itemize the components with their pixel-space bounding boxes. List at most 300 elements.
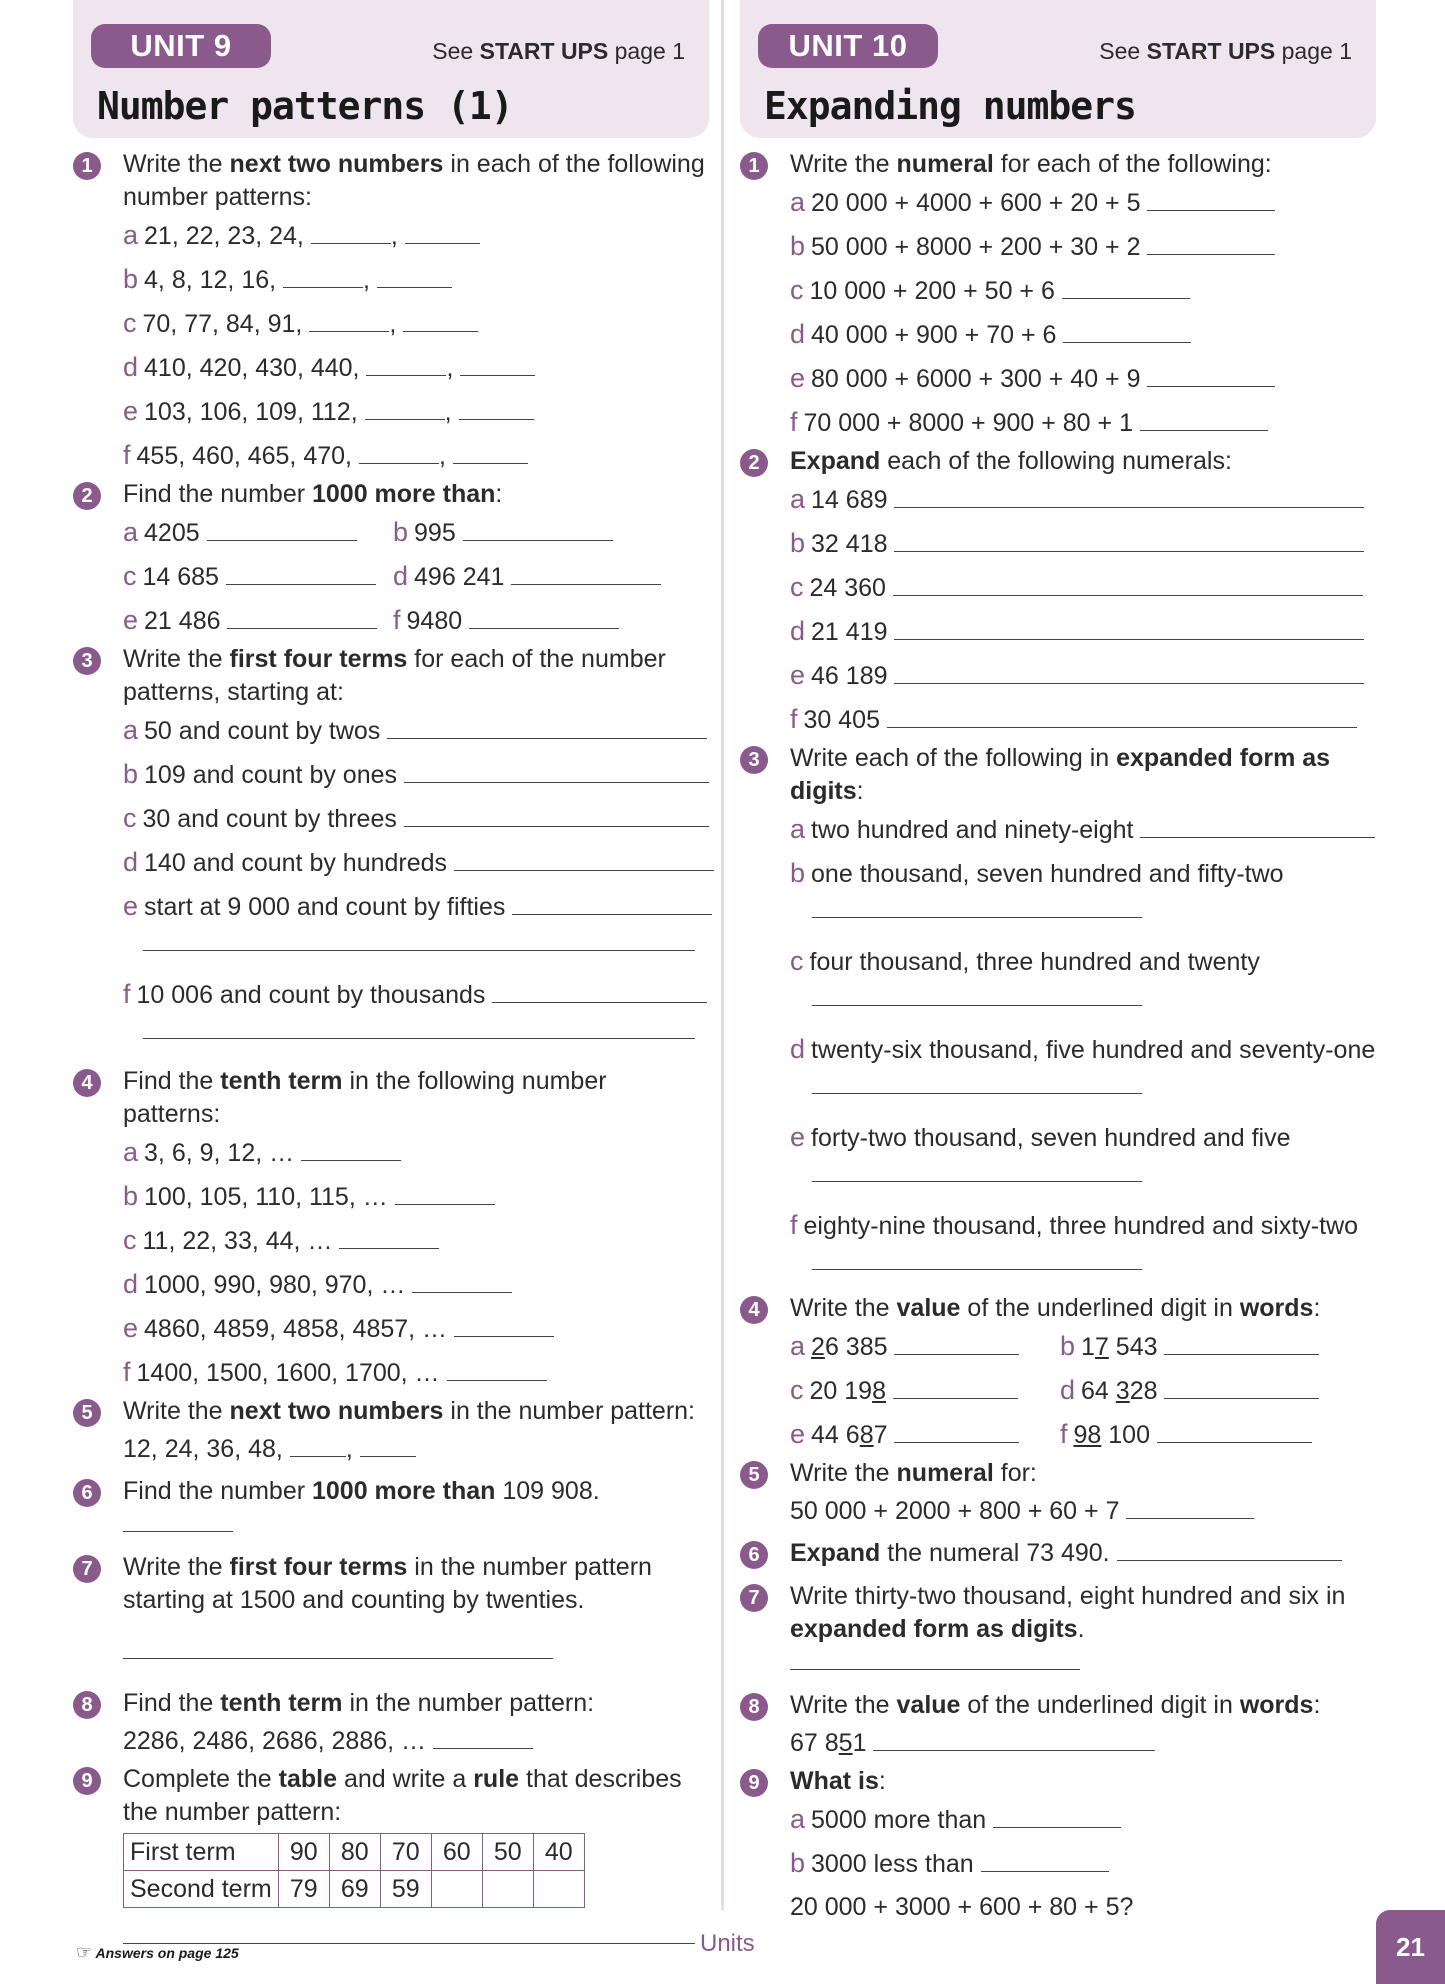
answer-blank[interactable]: [894, 529, 1364, 552]
answer-blank[interactable]: [339, 1226, 439, 1249]
answer-blank[interactable]: [1147, 364, 1275, 387]
question-5: [73, 1395, 709, 1471]
item-f: [790, 401, 1376, 445]
text: each of the following numerals:: [880, 447, 1232, 475]
item-label: d: [790, 319, 806, 349]
underlined-digit: 7: [1094, 1333, 1109, 1361]
question-number-badge: 7: [740, 1584, 768, 1612]
unit-10-header: [740, 0, 1376, 138]
item-a: [790, 478, 1376, 522]
answer-items: [123, 1720, 709, 1763]
text: the numeral 73 490.: [880, 1539, 1110, 1567]
question-1: [73, 148, 709, 478]
item-text: 4860, 4859, 4858, 4857, …: [144, 1315, 448, 1343]
answer-blank[interactable]: [894, 1420, 1019, 1443]
underlined-digit: 2: [811, 1333, 825, 1361]
item-label: b: [123, 759, 139, 789]
answer-blank[interactable]: [463, 518, 613, 541]
table-cell: Second term: [124, 1871, 279, 1908]
bold-text: words: [1239, 1294, 1314, 1322]
answer-line[interactable]: [812, 916, 1142, 918]
item-d: [123, 841, 709, 885]
see-page-text: page 1: [614, 38, 685, 64]
question-number-badge: 9: [740, 1769, 768, 1797]
item-label: f: [123, 440, 131, 470]
item-text: 21 486: [144, 607, 221, 635]
table-cell-empty[interactable]: [533, 1871, 584, 1908]
unit-9-column: [73, 0, 709, 1944]
item-label: d: [790, 616, 806, 646]
item-row: [123, 511, 709, 555]
answer-blank[interactable]: [365, 397, 445, 420]
table-cell: 79: [278, 1871, 329, 1908]
item-label: b: [123, 1181, 139, 1211]
answer-blank[interactable]: [453, 441, 528, 464]
item-label: b: [790, 1848, 806, 1878]
item-label: b: [123, 264, 139, 294]
answer-blank[interactable]: [460, 353, 535, 376]
answer-blank[interactable]: [1117, 1538, 1342, 1561]
text: Find the number: [123, 480, 312, 508]
question-number-badge: 3: [740, 746, 768, 774]
underlined-digit: 3: [1115, 1377, 1130, 1405]
text: :: [878, 1767, 886, 1795]
item-text: 496 241: [414, 563, 505, 591]
unit-10-title: Expanding numbers: [764, 84, 1136, 128]
item-label: e: [123, 605, 139, 635]
bold-text: rule: [473, 1765, 520, 1793]
item-text: 11, 22, 33, 44, …: [142, 1227, 333, 1255]
item-b: [123, 753, 709, 797]
item-b: [393, 511, 663, 555]
answer-line[interactable]: [812, 1004, 1142, 1006]
item-label: e: [123, 1313, 139, 1343]
answer-blank[interactable]: [1164, 1332, 1319, 1355]
item-text: 9480: [406, 607, 463, 635]
answer-items: [790, 181, 1376, 445]
bold-text: first four terms: [229, 1553, 408, 1581]
bold-text: expanded form as digits: [790, 1615, 1078, 1643]
item-text: two hundred and ninety-eight: [811, 816, 1134, 844]
text: Write the: [790, 1294, 897, 1322]
answer-blank[interactable]: [207, 518, 357, 541]
answer-blank[interactable]: [1157, 1420, 1312, 1443]
item-label: b: [1060, 1331, 1076, 1361]
answer-items: [790, 1798, 1376, 1929]
bold-text: first four terms: [229, 645, 408, 673]
answers-text: Answers on page 125: [95, 1945, 239, 1961]
item-label: c: [123, 1225, 137, 1255]
item-label: c: [123, 803, 137, 833]
answer-blank[interactable]: [360, 1434, 416, 1457]
item-f: [123, 973, 709, 1017]
answer-blank[interactable]: [359, 441, 439, 464]
number-line: [790, 1722, 1376, 1765]
item-label: d: [393, 561, 409, 591]
item-a: [790, 181, 1376, 225]
item-label: f: [1060, 1419, 1068, 1449]
item-text: 10 006 and count by thousands: [136, 981, 486, 1009]
item-label: f: [790, 1210, 798, 1240]
item-b: [1060, 1325, 1330, 1369]
item-label: a: [123, 220, 139, 250]
item-text: 1400, 1500, 1600, 1700, …: [136, 1359, 440, 1387]
text: 109 908.: [495, 1477, 600, 1505]
question-text: [123, 1551, 709, 1617]
text: in the following number patterns:: [123, 1067, 607, 1128]
bold-text: words: [1239, 1691, 1314, 1719]
answer-blank[interactable]: [894, 1332, 1019, 1355]
answer-blank[interactable]: [404, 804, 709, 827]
bold-text: numeral: [896, 150, 994, 178]
item-text: 21 419: [811, 618, 888, 646]
answer-blank[interactable]: [226, 562, 376, 585]
item-text: 24 360: [809, 574, 886, 602]
item-row: [790, 1413, 1376, 1457]
answer-blank[interactable]: [283, 265, 363, 288]
item-f: [123, 1351, 709, 1395]
item-f: [790, 1204, 1376, 1248]
column-divider: [721, 0, 724, 1910]
answer-blank[interactable]: [387, 716, 707, 739]
item-row: [123, 555, 709, 599]
answers-reference: [76, 1942, 239, 1963]
item-text: 40 000 + 900 + 70 + 6: [811, 321, 1057, 349]
item-label: c: [123, 561, 137, 591]
expression-line: [790, 1490, 1376, 1533]
question-number-badge: 9: [73, 1767, 101, 1795]
see-page-text: page 1: [1281, 38, 1352, 64]
item-text: 12, 24, 36, 48,: [123, 1435, 283, 1463]
question-text: [123, 478, 709, 511]
bold-text: tenth term: [220, 1067, 343, 1095]
table-cell: 59: [380, 1871, 431, 1908]
answer-line[interactable]: [812, 1092, 1142, 1094]
answer-items: [123, 1428, 709, 1471]
see-bold-text: START UPS: [1146, 38, 1276, 64]
bold-text: next two numbers: [229, 150, 444, 178]
answer-blank[interactable]: [1147, 232, 1275, 255]
pattern-line: [123, 1720, 709, 1763]
question-number-badge: 2: [740, 449, 768, 477]
item-label: a: [790, 187, 806, 217]
answer-blank[interactable]: [894, 617, 1364, 640]
answer-blank[interactable]: [790, 1647, 1080, 1670]
item-c: c 70, 77, 84, 91, ,: [123, 302, 709, 346]
text: in the number pattern:: [342, 1689, 595, 1717]
answer-blank[interactable]: [894, 661, 1364, 684]
item-text: 20 000 + 4000 + 600 + 20 + 5: [811, 189, 1141, 217]
item-text: 10 000 + 200 + 50 + 6: [809, 277, 1055, 305]
answer-blank[interactable]: [511, 562, 661, 585]
item-d: d 410, 420, 430, 440, ,: [123, 346, 709, 390]
item-text: twenty-six thousand, five hundred and seventy-one: [811, 1036, 1376, 1064]
answer-blank[interactable]: [290, 1434, 346, 1457]
question-number-badge: 6: [740, 1541, 768, 1569]
question-text: [123, 1687, 709, 1720]
question-text: [123, 148, 709, 214]
text: .: [1077, 1615, 1085, 1643]
underlined-digit: 98: [1073, 1421, 1102, 1449]
item-c: [790, 940, 1376, 984]
item-label: a: [790, 814, 806, 844]
answer-blank[interactable]: [309, 309, 389, 332]
item-e: [123, 599, 393, 643]
item-text: 28: [1129, 1377, 1158, 1405]
item-label: c: [790, 1375, 804, 1405]
bold-text: numeral: [896, 1459, 994, 1487]
answer-blank[interactable]: [887, 705, 1357, 728]
see-text: See: [432, 38, 474, 64]
item-label: a: [790, 1331, 806, 1361]
answer-blank[interactable]: [873, 1728, 1155, 1751]
question-4: [73, 1065, 709, 1395]
answer-items: [790, 1722, 1376, 1765]
answer-blank[interactable]: [1063, 320, 1191, 343]
item-label: f: [393, 605, 401, 635]
question-text: [790, 445, 1376, 478]
item-text: 50 000 + 2000 + 800 + 60 + 7: [790, 1497, 1120, 1525]
start-ups-reference: [432, 38, 685, 65]
answer-blank[interactable]: [395, 1182, 495, 1205]
item-a: [790, 808, 1376, 852]
item-c: [123, 555, 393, 599]
item-e: [123, 1307, 709, 1351]
item-a: [123, 709, 709, 753]
answer-blank[interactable]: [894, 485, 1364, 508]
item-text: 64: [1081, 1377, 1116, 1405]
answer-items: [123, 214, 709, 478]
text: Write the: [123, 1397, 230, 1425]
question-6: [740, 1537, 1376, 1570]
page-number: 21: [1376, 1910, 1445, 1984]
question-text: [123, 1395, 709, 1428]
table-cell: 90: [278, 1834, 329, 1871]
answer-blank[interactable]: [403, 309, 478, 332]
answer-blank[interactable]: [412, 1270, 512, 1293]
answer-blank[interactable]: [993, 1805, 1121, 1828]
item-text: 543: [1108, 1333, 1158, 1361]
question-8: [740, 1689, 1376, 1765]
answer-blank[interactable]: [1140, 408, 1268, 431]
question-text: [790, 148, 1376, 181]
item-text: start at 9 000 and count by fifties: [144, 893, 506, 921]
text: :: [1313, 1294, 1321, 1322]
item-text: 410, 420, 430, 440,: [144, 354, 360, 382]
item-f: [1060, 1413, 1330, 1457]
answer-blank[interactable]: [447, 1358, 547, 1381]
table-cell: 70: [380, 1834, 431, 1871]
bold-text: What is: [790, 1767, 879, 1795]
see-bold-text: START UPS: [479, 38, 609, 64]
text: Complete the: [123, 1765, 279, 1793]
item-c: [790, 1369, 1060, 1413]
text: for:: [993, 1459, 1037, 1487]
item-label: e: [790, 660, 806, 690]
question-text: [790, 742, 1376, 808]
text: and write a: [337, 1765, 474, 1793]
item-text: 100, 105, 110, 115, …: [144, 1183, 388, 1211]
item-row: [790, 1325, 1376, 1369]
text: Write the: [123, 150, 230, 178]
table-cell: 60: [431, 1834, 482, 1871]
answer-line[interactable]: [812, 1268, 1142, 1270]
text: Find the: [123, 1689, 221, 1717]
unit-9-badge: UNIT 9: [91, 24, 271, 68]
item-text: 1: [852, 1729, 867, 1757]
item-label: d: [1060, 1375, 1076, 1405]
item-e: [790, 1413, 1060, 1457]
text: of the underlined digit in: [960, 1294, 1240, 1322]
answer-items: [123, 511, 709, 643]
answer-blank[interactable]: [893, 573, 1363, 596]
answer-blank[interactable]: [1147, 188, 1275, 211]
item-label: e: [790, 1419, 806, 1449]
item-text: 50 and count by twos: [144, 717, 381, 745]
item-e: e 103, 106, 109, 112, ,: [123, 390, 709, 434]
item-f: f 455, 460, 465, 470, ,: [123, 434, 709, 478]
answer-blank[interactable]: [469, 606, 619, 629]
item-label: f: [790, 704, 798, 734]
item-text: 20 19: [809, 1377, 873, 1405]
start-ups-reference: [1099, 38, 1352, 65]
answer-items: [123, 709, 709, 1039]
item-text: 140 and count by hundreds: [144, 849, 448, 877]
table-cell-empty[interactable]: [482, 1871, 533, 1908]
table-row: [124, 1871, 585, 1908]
question-text: [123, 1065, 709, 1131]
answer-line[interactable]: [143, 1037, 695, 1039]
item-text: eighty-nine thousand, three hundred and sixty-two: [803, 1212, 1359, 1240]
answer-blank[interactable]: [227, 606, 377, 629]
question-7: [73, 1551, 709, 1659]
answer-blank[interactable]: [893, 1376, 1018, 1399]
table-cell-empty[interactable]: [431, 1871, 482, 1908]
table-cell: First term: [124, 1834, 279, 1871]
table-cell: 40: [533, 1834, 584, 1871]
item-d: [790, 313, 1376, 357]
answer-blank[interactable]: [459, 397, 534, 420]
item-text: 46 189: [811, 662, 888, 690]
question-text: [123, 643, 709, 709]
question-6: [73, 1475, 709, 1541]
question-9: [73, 1763, 709, 1944]
answer-blank[interactable]: [454, 848, 714, 871]
text: that describes the number pattern:: [123, 1765, 682, 1826]
answer-blank[interactable]: [311, 221, 391, 244]
pattern-line: 12, 24, 36, 48, ,: [123, 1428, 709, 1471]
item-text: 32 418: [811, 530, 888, 558]
item-label: e: [790, 1122, 806, 1152]
answer-blank[interactable]: [405, 221, 480, 244]
answer-blank[interactable]: [1126, 1496, 1254, 1519]
item-label: c: [790, 572, 804, 602]
item-a: [790, 1798, 1376, 1842]
question-number-badge: 8: [73, 1691, 101, 1719]
item-text: 1000, 990, 980, 970, …: [144, 1271, 406, 1299]
text: Write the: [790, 1691, 897, 1719]
item-b: [790, 522, 1376, 566]
question-number-badge: 7: [73, 1555, 101, 1583]
item-label: a: [790, 484, 806, 514]
item-label: d: [123, 1269, 139, 1299]
item-c: [123, 1219, 709, 1263]
bold-text: value: [896, 1691, 961, 1719]
bold-text: 1000 more than: [312, 480, 496, 508]
question-text: [790, 1765, 1376, 1798]
text: Write each of the following in: [790, 744, 1117, 772]
item-a: [123, 511, 393, 555]
question-2: [740, 445, 1376, 742]
pattern-table: [123, 1833, 585, 1908]
item-text: 103, 106, 109, 112,: [144, 398, 358, 426]
item-a: [123, 1131, 709, 1175]
text: for each of the following:: [993, 150, 1272, 178]
text: :: [1313, 1691, 1321, 1719]
answer-blank[interactable]: [366, 353, 446, 376]
text: for each of the number patterns, starting at:: [123, 645, 666, 706]
text: Find the: [123, 1067, 221, 1095]
question-text: [790, 1537, 1376, 1570]
answer-blank[interactable]: [1062, 276, 1190, 299]
answer-blank[interactable]: [433, 1726, 533, 1749]
answer-blank[interactable]: [404, 760, 709, 783]
item-text: 14 685: [142, 563, 219, 591]
item-text: forty-two thousand, seven hundred and five: [811, 1124, 1291, 1152]
question-number-badge: 8: [740, 1693, 768, 1721]
answer-line[interactable]: [812, 1180, 1142, 1182]
item-b: b 4, 8, 12, 16, ,: [123, 258, 709, 302]
question-number-badge: 1: [73, 152, 101, 180]
item-text: 3000 less than: [811, 1850, 974, 1878]
item-text: 80 000 + 6000 + 300 + 40 + 9: [811, 365, 1141, 393]
answer-blank[interactable]: [301, 1138, 401, 1161]
item-label: d: [790, 1034, 806, 1064]
answer-blank[interactable]: [123, 1509, 233, 1532]
question-number-badge: 2: [73, 482, 101, 510]
bold-text: expanded form as digits: [790, 744, 1331, 805]
item-label: a: [123, 1137, 139, 1167]
answer-line[interactable]: [143, 949, 695, 951]
answer-blank[interactable]: [981, 1849, 1109, 1872]
answer-items: [790, 478, 1376, 742]
answer-line[interactable]: [123, 1657, 553, 1659]
item-e: [123, 885, 709, 929]
answer-blank[interactable]: [377, 265, 452, 288]
item-c: [790, 566, 1376, 610]
item-text: 995: [414, 519, 456, 547]
item-text: 2286, 2486, 2686, 2886, …: [123, 1727, 427, 1755]
question-number-badge: 1: [740, 152, 768, 180]
answer-blank[interactable]: [492, 980, 707, 1003]
table-cell: 69: [329, 1871, 380, 1908]
text: Write the: [123, 1553, 230, 1581]
item-text: 4, 8, 12, 16,: [144, 266, 277, 294]
item-b: [790, 1842, 1376, 1886]
item-c: [123, 797, 709, 841]
answer-blank[interactable]: [454, 1314, 554, 1337]
answer-blank[interactable]: [1140, 815, 1375, 838]
question-number-badge: 4: [740, 1296, 768, 1324]
question-text: [790, 1457, 1376, 1490]
answer-blank[interactable]: [1164, 1376, 1319, 1399]
answer-blank[interactable]: [512, 892, 712, 915]
question-text: [123, 1763, 709, 1829]
text: :: [495, 480, 503, 508]
see-text: See: [1099, 38, 1141, 64]
item-text: 4205: [144, 519, 200, 547]
answer-items: [790, 1325, 1376, 1457]
